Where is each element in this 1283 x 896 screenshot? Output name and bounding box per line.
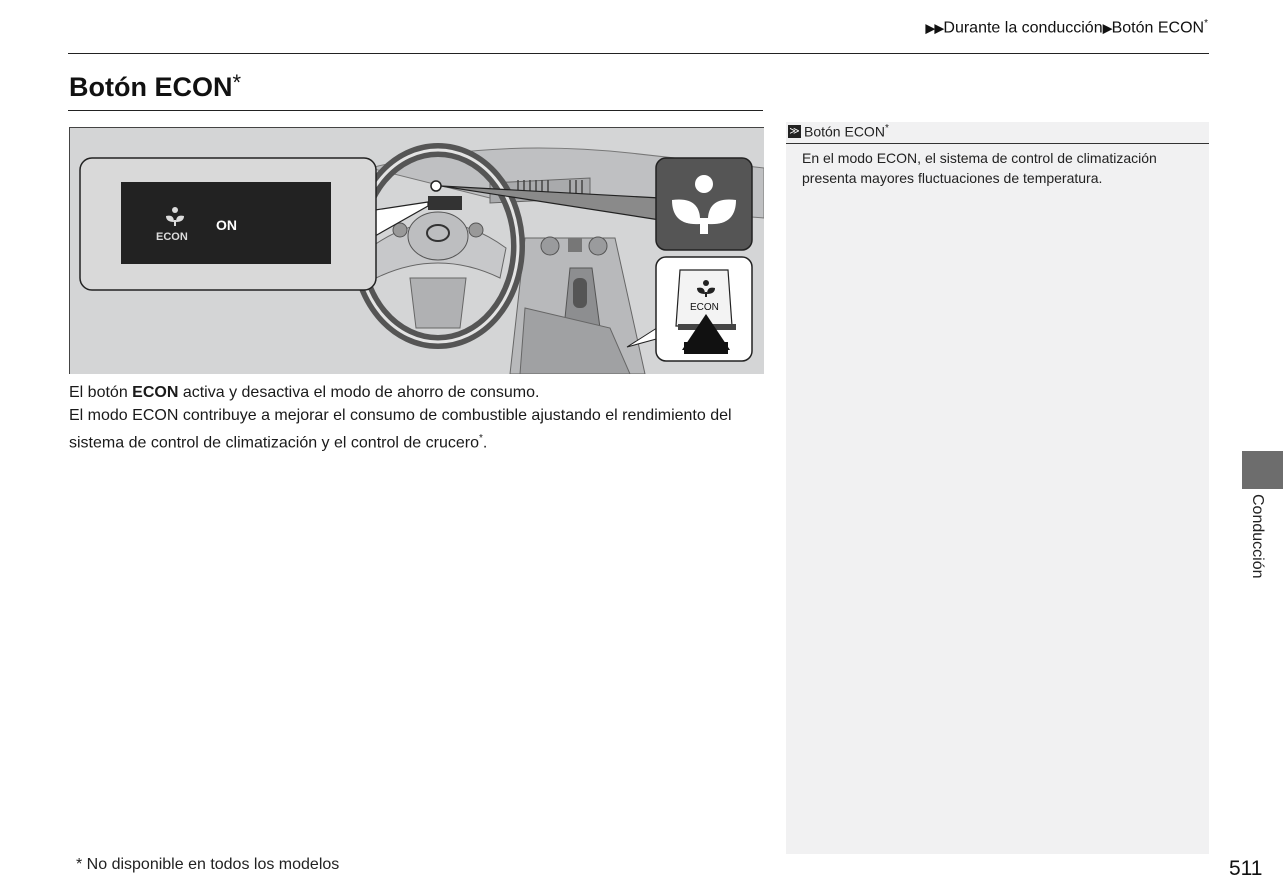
page-title-star: * <box>232 70 242 95</box>
title-divider <box>68 110 763 111</box>
display-state-label: ON <box>216 217 237 233</box>
sidebar-text: En el modo ECON, el sistema de control de climatización presenta mayores fluctuaciones de temperatura. <box>802 150 1157 186</box>
breadcrumb-page[interactable]: Botón ECON <box>1111 19 1205 37</box>
paragraph-2: El modo ECON contribuye a mejorar el consumo de combustible ajustando el rendimiento del sistema de control de climatización y el control de crucero*. <box>69 407 732 452</box>
econ-button-illustration <box>69 127 764 374</box>
econ-bold: ECON <box>132 384 179 401</box>
chapter-tab[interactable] <box>1242 451 1283 489</box>
display-econ-label: ECON <box>156 231 188 243</box>
paragraph-1: El botón ECON activa y desactiva el modo de ahorro de consumo. <box>69 384 540 401</box>
footnote: * No disponible en todos los modelos <box>76 856 340 873</box>
sidebar-heading-text: Botón ECON* <box>804 123 889 140</box>
sidebar-heading <box>786 122 1209 144</box>
dashboard-drawing <box>70 128 764 374</box>
sidebar-note <box>786 122 1209 854</box>
breadcrumb-separator: ▶ <box>1102 20 1112 36</box>
page-title-text: Botón ECON <box>69 72 233 102</box>
page-number: 511 <box>1229 857 1263 880</box>
header-divider <box>68 53 1209 54</box>
breadcrumb <box>925 18 1208 37</box>
body-text <box>69 381 769 454</box>
reference-icon: ≫ <box>789 126 800 137</box>
breadcrumb-star: * <box>1204 18 1208 29</box>
chapter-tab-label[interactable]: Conducción <box>1249 494 1266 579</box>
breadcrumb-section[interactable]: Durante la conducción <box>943 19 1103 37</box>
page-title <box>69 72 241 103</box>
button-econ-label: ECON <box>690 302 719 313</box>
breadcrumb-arrows: ▶▶ <box>925 20 944 36</box>
